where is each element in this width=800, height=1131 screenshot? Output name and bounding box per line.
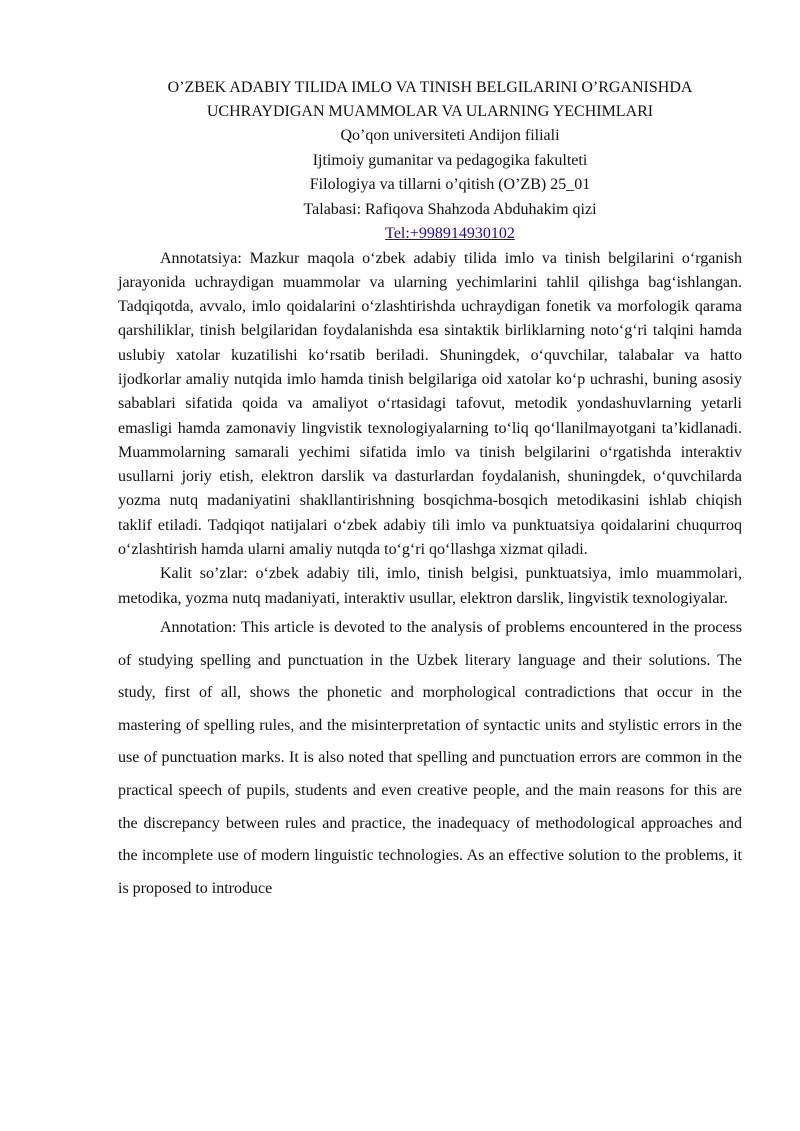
phone-link[interactable]: Tel:+998914930102 [385, 225, 515, 242]
phone-line [118, 222, 742, 247]
abstract-uz-text: Mazkur maqola oʻzbek adabiy tilida imlo va tinish belgilarini oʻrganish jarayonida uchraydigan muammolar va ularning yechimlarini tahlil qilishga bagʻishlangan. Tadqiqotda, avvalo, imlo qoidalarini oʻzlashtirishda uchraydigan fonetik va morfologik qarama qarshiliklar, tinish belgilaridan foydalanishda esa sintaktik birliklarning notoʻgʻri talqini hamda uslubiy xatolar kuzatilishi koʻrsatib beriladi. Shuningdek, oʻquvchilar, talabalar va hatto ijodkorlar amaliy nutqida imlo hamda tinish belgilariga oid xatolar koʻp uchrashi, buning asosiy sabablari sifatida qoida va amaliyot oʻrtasidagi tafovut, metodik yondashuvlarning yetarli emasligi hamda zamonaviy lingvistik texnologiyalarning toʻliq qoʻllanilmayotgani taʼkidlanadi. Muammolarning samarali yechimi sifatida imlo va tinish belgilarini oʻrgatishda interaktiv usullarni joriy etish, elektron darslik va dasturlardan foydalanish, shuningdek, oʻquvchilarda yozma nutq madaniyatini shakllantirishning bosqichma-bosqich metodikasini ishlab chiqish taklif etiladi. Tadqiqot natijalari oʻzbek adabiy tili imlo va punktuatsiya qoidalarini chuqurroq oʻzlashtirish hamda ularni amaliy nutqda toʻgʻri qoʻllashga xizmat qiladi. [118, 249, 743, 559]
author-info [118, 124, 742, 247]
university-name: Qo’qon universiteti Andijon filiali [340, 127, 560, 144]
program-name: Filologiya va tillarni o’qitish (O’ZB) 25_01 [309, 176, 591, 193]
paper-title [118, 76, 742, 124]
faculty-name: Ijtimoiy gumanitar va pedagogika fakulteti [312, 151, 588, 169]
title-line-1: O’ZBEK ADABIY TILIDA IMLO VA TINISH BELGILARINI O’RGANISHDA [167, 79, 693, 96]
keywords-uz [118, 562, 742, 611]
abstract-en-text: This article is devoted to the analysis of problems encountered in the process of studying spelling and punctuation in the Uzbek literary language and their solutions. The study, first of all, shows the phonetic and morphological contradictions that occur in the mastering of spelling rules, and the misinterpretation of syntactic units and stylistic errors in the use of punctuation marks. It is also noted that spelling and punctuation errors are common in the practical speech of pupils, students and even creative people, and the main reasons for this are the discrepancy between rules and practice, the inadequacy of methodological approaches and the incomplete use of modern linguistic technologies. As an effective solution to the problems, it is proposed to introduce [118, 618, 742, 897]
abstract-uz [118, 247, 742, 563]
keywords-uz-text: oʻzbek adabiy tili, imlo, tinish belgisi, punktuatsiya, imlo muammolari, metodika, yozma nutq madaniyati, interaktiv usullar, elektron darslik, lingvistik texnologiyalar. [118, 565, 742, 607]
document-page [118, 76, 742, 905]
abstract-en [118, 612, 742, 905]
keywords-uz-label: Kalit so’zlar: [160, 565, 248, 583]
title-line-2: UCHRAYDIGAN MUAMMOLAR VA ULARNING YECHIMLARI [206, 103, 654, 120]
abstract-en-label: Annotation: [160, 618, 237, 636]
student-name: Talabasi: Rafiqova Shahzoda Abduhakim qizi [303, 200, 597, 218]
abstract-uz-label: Annotatsiya: [160, 249, 242, 267]
